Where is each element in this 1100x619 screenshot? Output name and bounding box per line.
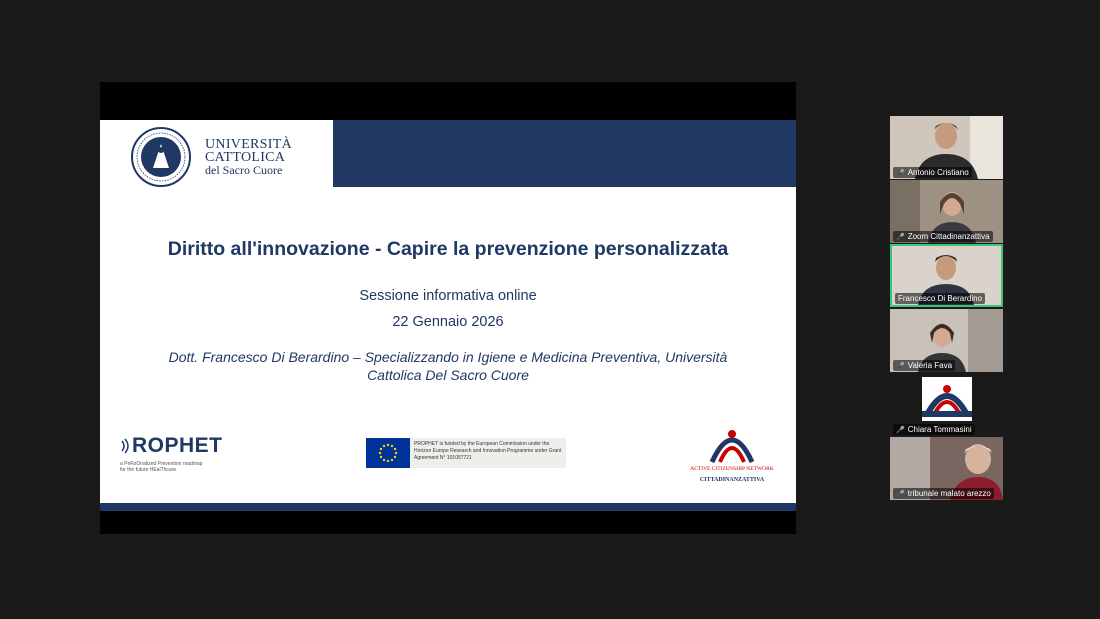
participant-name: 🎤 Valeria Fava: [893, 360, 955, 371]
participant-tile-active-speaker[interactable]: [890, 244, 1003, 307]
muted-mic-icon: 🎤: [896, 234, 905, 241]
slide-footer-band: [100, 503, 796, 511]
university-line2: CATTOLICA: [205, 150, 286, 165]
university-line1: UNIVERSITÀ: [205, 137, 292, 152]
muted-mic-icon: 🎤: [896, 363, 905, 370]
participant-tile[interactable]: [890, 180, 1003, 243]
muted-mic-icon: 🎤: [896, 491, 905, 498]
eu-flag-icon: [366, 438, 410, 468]
slide-author: [160, 348, 736, 384]
participant-name: Francesco Di Berardino: [895, 293, 985, 304]
cittadinanzattiva-logo: [690, 424, 774, 488]
prophet-tagline-2: for the future HEalThcare: [120, 467, 177, 473]
university-name: [205, 138, 292, 177]
participant-tile[interactable]: [890, 373, 1003, 436]
shared-screen[interactable]: [100, 82, 796, 534]
prophet-name: ROPHET: [132, 434, 223, 457]
participant-tile[interactable]: [890, 309, 1003, 372]
eu-funding-block: [366, 438, 566, 468]
muted-mic-icon: 🎤: [896, 170, 905, 177]
participant-name: 🎤 Antonio Cristiano: [893, 167, 972, 178]
participant-name: 🎤 Chiara Tommasini: [893, 424, 975, 435]
university-line3: del Sacro Cuore: [205, 163, 283, 177]
author-line1: Dott. Francesco Di Berardino – Specializzando in Igiene e Medicina Preventiva, Università: [168, 349, 728, 365]
muted-mic-icon: 🎤: [896, 427, 905, 434]
acn-emblem-icon: [708, 424, 756, 466]
prophet-tagline: [120, 461, 203, 473]
participant-name: 🎤 Zoom Cittadinanzattiva: [893, 231, 993, 242]
presentation-slide: [100, 120, 796, 511]
signal-waves-icon: [120, 438, 132, 454]
participant-name: 🎤 tribunale malato arezzo: [893, 488, 994, 499]
eu-funding-text: PROPHET is funded by the European Commission under the Horizon Europe Research and Innovation Programme under Grant Agreement N° 101057721: [414, 441, 562, 461]
slide-title: Diritto all'innovazione - Capire la prevenzione personalizzata: [167, 238, 729, 260]
university-seal-icon: [130, 126, 192, 188]
acn-line2: CITTADINANZATTIVA: [699, 477, 765, 483]
acn-line1: ACTIVE CITIZENSHIP NETWORK: [690, 466, 774, 472]
participant-tile[interactable]: [890, 437, 1003, 500]
slide-header-band: [333, 120, 796, 187]
slide-date: 22 Gennaio 2026: [392, 314, 504, 330]
prophet-logo: [120, 434, 260, 474]
slide-subtitle: Sessione informativa online: [359, 288, 537, 304]
prophet-tagline-1: a PeRsOnalized Prevention roadmap: [120, 461, 203, 467]
author-line2: Cattolica Del Sacro Cuore: [367, 367, 529, 383]
university-logo: [130, 126, 330, 188]
participant-tile[interactable]: [890, 116, 1003, 179]
